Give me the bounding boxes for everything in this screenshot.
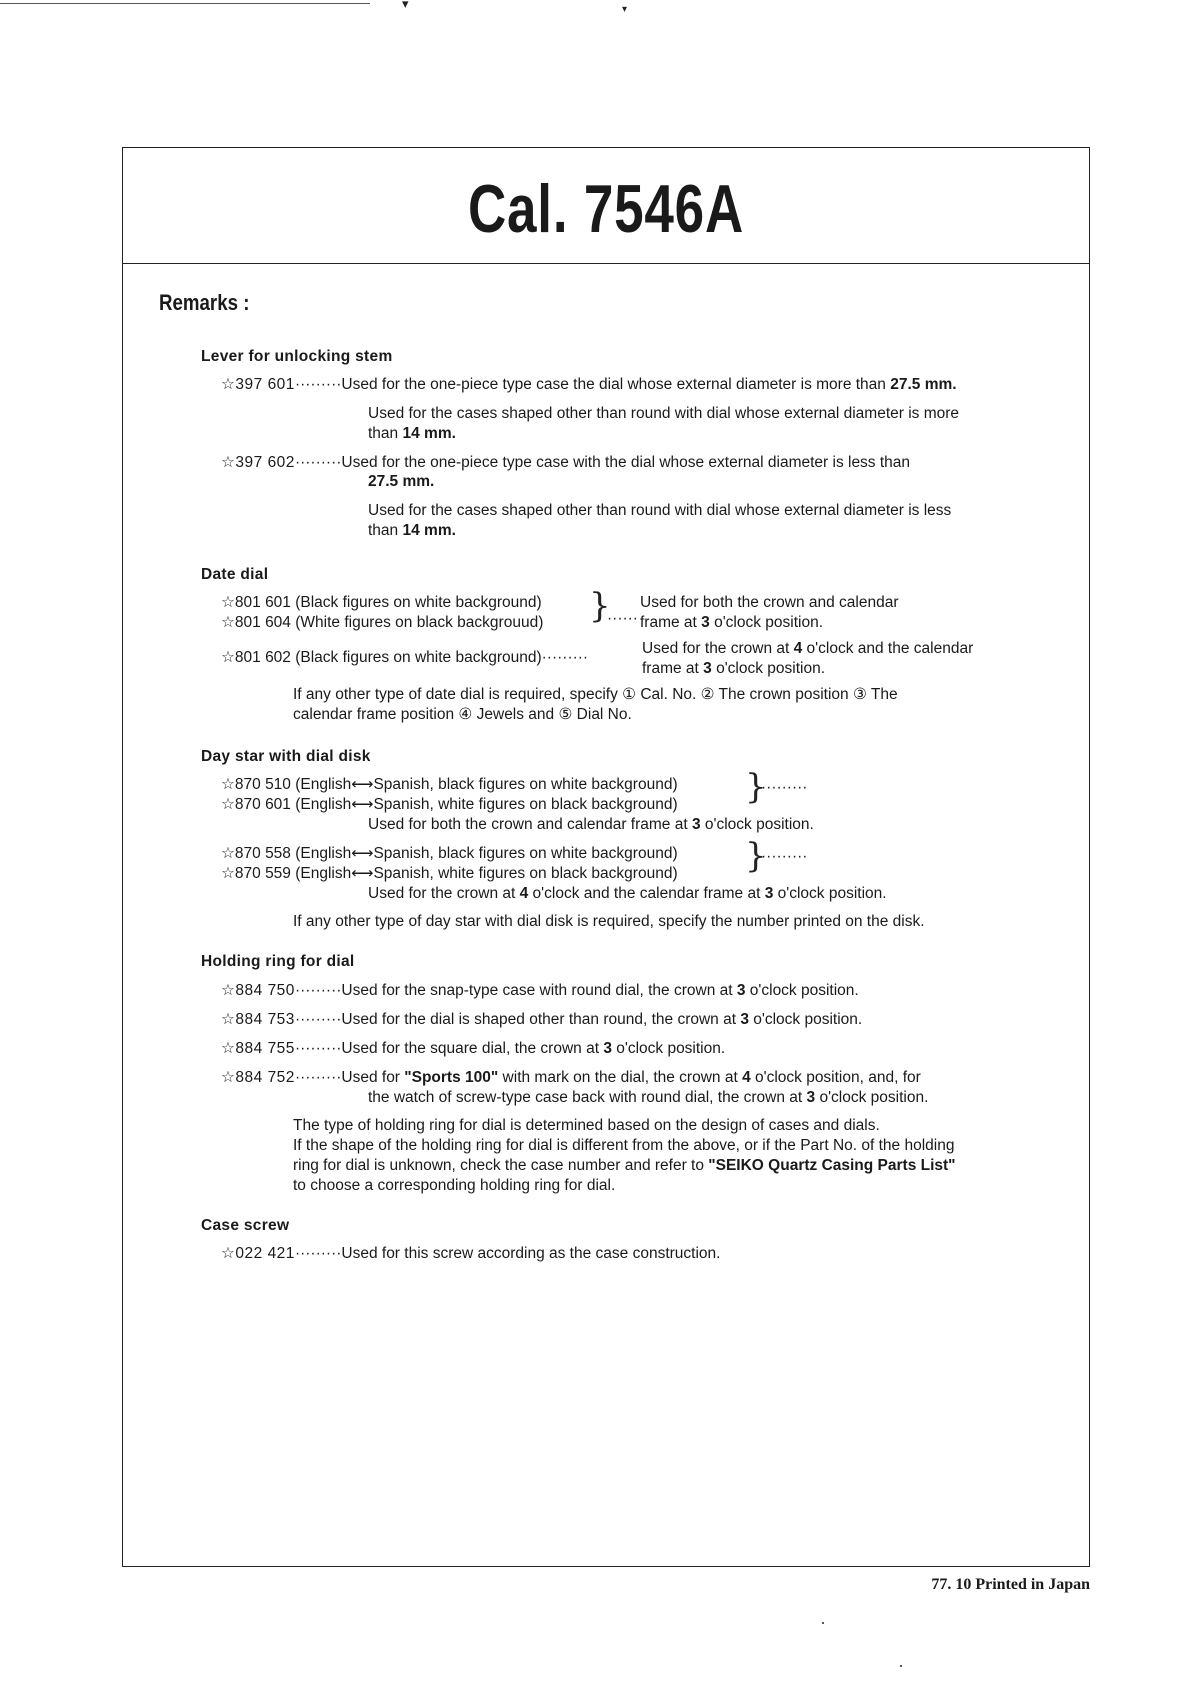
diameter-value: 14 mm.: [402, 522, 456, 539]
holding-ring-part-4-line2: [368, 1088, 928, 1108]
text: than: [368, 522, 403, 539]
date-dial-part-2: ☆801 604 (White figures on black backgrouud): [221, 614, 544, 631]
print-footer: 77. 10 Printed in Japan: [931, 1576, 1090, 1593]
day-star-part-2: ☆870 601 (English⟷Spanish, white figures on black background): [221, 796, 678, 813]
day-star-usage-2: [368, 884, 887, 904]
scan-top-rule: [0, 3, 370, 4]
text: o'clock position.: [748, 1011, 863, 1028]
scan-mark-2: ▾: [622, 4, 628, 15]
hour: 4: [519, 885, 529, 902]
text: with mark on the dial, the crown at: [498, 1069, 743, 1086]
title-band: [123, 148, 1089, 264]
dotted-leader: ·········: [761, 779, 808, 796]
date-dial-heading: Date dial: [201, 566, 269, 583]
part-number: ☆884 752: [221, 1069, 295, 1086]
scan-speck: [822, 1622, 824, 1624]
diameter-value: 14 mm.: [402, 425, 456, 442]
lever-part-2-line3: Used for the cases shaped other than round with dial whose external diameter is less: [368, 502, 952, 519]
holding-ring-heading: Holding ring for dial: [201, 953, 355, 970]
scan-speck: [900, 1665, 902, 1667]
holding-ring-part-3: [221, 1039, 725, 1059]
part-number: ☆884 750: [221, 982, 295, 999]
case-screw-part-1: [221, 1244, 720, 1264]
date-dial-part-1: ☆801 601 (Black figures on white background): [221, 594, 542, 611]
text: o'clock position.: [611, 1040, 726, 1057]
dotted-leader: ······: [607, 610, 638, 627]
text: o'clock and the calendar: [802, 640, 974, 657]
date-dial-part-3: ☆801 602 (Black figures on white background)·········: [221, 649, 589, 666]
holding-ring-part-2: [221, 1010, 862, 1030]
holding-ring-part-4: [221, 1068, 921, 1088]
holding-ring-note-4: to choose a corresponding holding ring for dial.: [293, 1177, 616, 1194]
part-usage: ·········Used for the snap-type case with round dial, the crown at: [294, 982, 737, 999]
case-screw-heading: Case screw: [201, 1217, 290, 1234]
lever-part-2-line2: 27.5 mm.: [368, 473, 435, 490]
remarks-heading: Remarks :: [159, 290, 250, 315]
text: ring for dial is unknown, check the case number and refer to: [293, 1157, 709, 1174]
page-title: Cal. 7546A: [467, 171, 745, 247]
sports-100-label: "Sports 100": [404, 1069, 499, 1086]
part-usage: ·········Used for the dial is shaped other than round, the crown at: [294, 1011, 741, 1028]
text: frame at: [640, 614, 702, 631]
day-star-part-4: ☆870 559 (English⟷Spanish, white figures on black background): [221, 865, 678, 882]
part-number: ☆397 602: [221, 454, 295, 471]
unit: mm.: [920, 376, 957, 393]
hour: 3: [701, 614, 710, 631]
lever-part-1-line3: [368, 424, 456, 444]
holding-ring-note-2: If the shape of the holding ring for dial is different from the above, or if the Part No. of the holding: [293, 1137, 955, 1154]
parts-list-reference: "SEIKO Quartz Casing Parts List": [708, 1157, 956, 1174]
text: frame at: [642, 660, 704, 677]
hour: 3: [740, 1011, 749, 1028]
day-star-note: If any other type of day star with dial disk is required, specify the number printed on the disk.: [293, 913, 925, 930]
text: o'clock position.: [709, 614, 824, 631]
text: the watch of screw-type case back with round dial, the crown at: [368, 1089, 807, 1106]
date-dial-usage-1: Used for both the crown and calendar: [640, 594, 899, 611]
day-star-heading: Day star with dial disk: [201, 748, 371, 765]
date-dial-note-2: calendar frame position ④ Jewels and ⑤ Dial No.: [293, 706, 632, 723]
day-star-usage-1: [368, 815, 814, 835]
diameter-value: 27.5: [890, 376, 921, 393]
part-usage: ·········Used for: [294, 1069, 405, 1086]
part-usage: ·········Used for the one-piece type case with the dial whose external diameter is less than: [294, 454, 911, 471]
text: o'clock position.: [711, 660, 826, 677]
part-number: ☆397 601: [221, 376, 295, 393]
day-star-part-1: ☆870 510 (English⟷Spanish, black figures on white background): [221, 776, 678, 793]
hour: 4: [742, 1069, 751, 1086]
text: o'clock position, and, for: [750, 1069, 921, 1086]
page-frame: [122, 147, 1090, 1567]
scan-mark-1: ▾: [402, 0, 409, 11]
text: than: [368, 425, 403, 442]
date-dial-note-1: If any other type of date dial is required, specify ① Cal. No. ② The crown position ③ The: [293, 686, 898, 703]
hour: 3: [691, 816, 701, 833]
holding-ring-part-1: [221, 981, 859, 1001]
holding-ring-note-1: The type of holding ring for dial is determined based on the design of cases and dials.: [293, 1117, 880, 1134]
day-star-part-3: ☆870 558 (English⟷Spanish, black figures on white background): [221, 845, 678, 862]
lever-part-2-line4: [368, 521, 456, 541]
hour: 3: [806, 1089, 816, 1106]
holding-ring-note-3: [293, 1156, 956, 1176]
text: Used for both the crown and calendar frame at: [368, 816, 692, 833]
part-number: ☆884 755: [221, 1040, 295, 1057]
lever-part-1: [221, 375, 957, 395]
brace-icon: }: [589, 586, 611, 626]
text: o'clock and the calendar frame at: [528, 885, 765, 902]
part-number: ☆884 753: [221, 1011, 295, 1028]
text: o'clock position.: [700, 816, 814, 833]
hour: 3: [764, 885, 774, 902]
brace-icon: }: [745, 767, 767, 807]
lever-part-1-line2: Used for the cases shaped other than round with dial whose external diameter is more: [368, 405, 960, 422]
part-usage: ·········Used for the one-piece type case the dial whose external diameter is more than: [294, 376, 891, 393]
part-usage: ·········Used for the square dial, the crown at: [294, 1040, 604, 1057]
date-dial-usage-3a: [642, 639, 973, 659]
date-dial-usage-3b: [642, 659, 825, 679]
part-usage: ·········Used for this screw according as the case construction.: [294, 1245, 721, 1262]
brace-icon: }: [745, 836, 767, 876]
hour: 3: [736, 982, 746, 999]
hour: 3: [703, 660, 712, 677]
part-number: ☆022 421: [221, 1245, 295, 1262]
text: o'clock position.: [745, 982, 859, 999]
text: Used for the crown at: [642, 640, 794, 657]
lever-heading: Lever for unlocking stem: [201, 348, 393, 365]
lever-part-2: [221, 453, 910, 473]
text: Used for the crown at: [368, 885, 520, 902]
hour: 4: [793, 640, 803, 657]
text: o'clock position.: [773, 885, 887, 902]
text: o'clock position.: [815, 1089, 929, 1106]
date-dial-usage-2: [640, 613, 823, 633]
hour: 3: [603, 1040, 612, 1057]
dotted-leader: ·········: [761, 848, 808, 865]
